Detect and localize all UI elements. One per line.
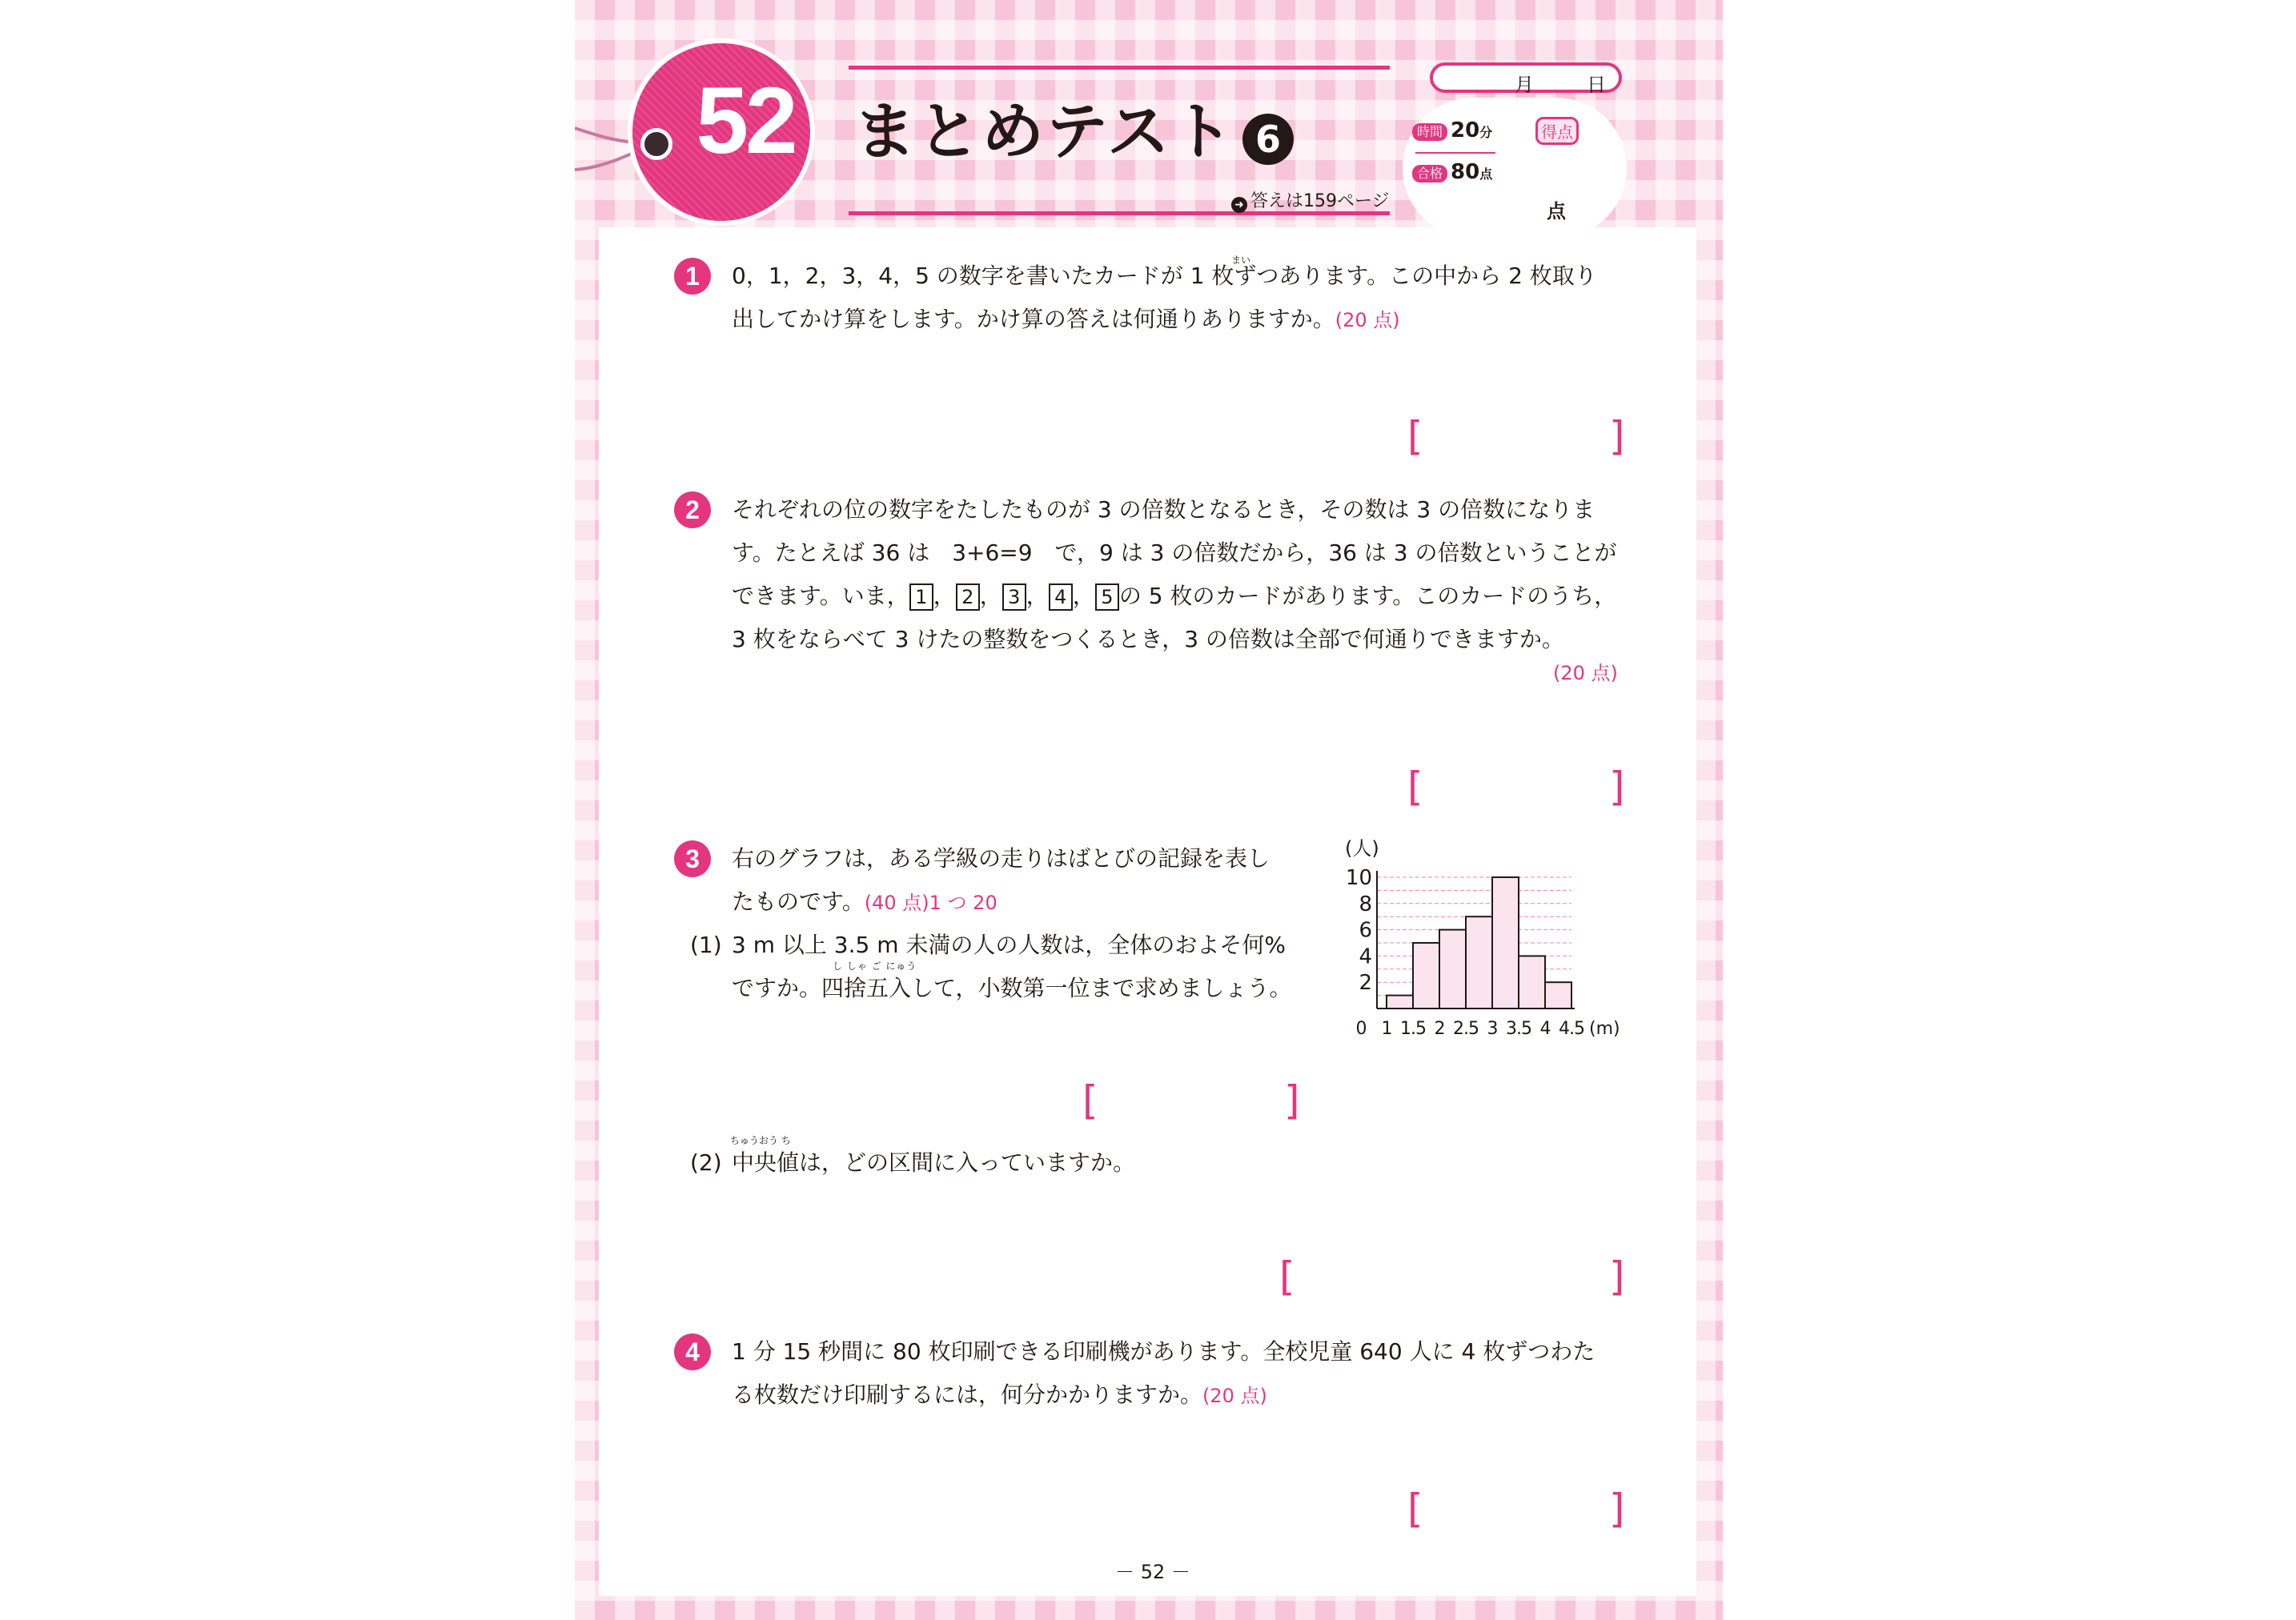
answer-2-close[interactable]: ]	[1609, 764, 1625, 810]
answer-1-close[interactable]: ]	[1609, 413, 1625, 459]
answer-2-open[interactable]: [	[1407, 764, 1423, 810]
card-3: 3	[1002, 583, 1026, 611]
page-number: － 52 －	[1115, 1561, 1190, 1583]
x-tick-label: 2.5	[1453, 1019, 1479, 1039]
pass-label: 合格	[1412, 165, 1447, 182]
histogram-bar	[1519, 956, 1545, 1008]
answer-1-open[interactable]: [	[1407, 413, 1423, 459]
arrow-right-icon: ➜	[1231, 197, 1247, 213]
answer-reference: ➜ 答えは159ページ	[1231, 187, 1390, 213]
histogram-bar	[1413, 943, 1439, 1008]
x-tick-label: 1	[1381, 1019, 1392, 1039]
question-3-sub-1-line-2: ですか。四捨五入して，小数第一位まで求めましょう。	[732, 975, 1292, 1001]
time-value: 20分	[1451, 118, 1493, 142]
question-4-line-1: 1 分 15 秒間に 80 枚印刷できる印刷機があります。全校児童 640 人に 4 枚ずつわた	[732, 1338, 1596, 1365]
x-tick-label: 3	[1487, 1019, 1498, 1039]
page-title: まとめテスト	[853, 96, 1235, 168]
pass-value: 80点	[1451, 160, 1493, 184]
question-2-line-3: できます。いま， 1 ， 2 ， 3 ， 4 ， 5 の 5 枚のカードがあります。このカードのうち，	[732, 583, 1617, 609]
answer-3-2-open[interactable]: [	[1279, 1253, 1295, 1300]
answer-3-2-close[interactable]: ]	[1609, 1253, 1625, 1300]
lesson-number: 52	[696, 68, 795, 174]
histogram-chart	[1337, 839, 1641, 1047]
card-4: 4	[1049, 583, 1073, 611]
question-2-number: 2	[674, 491, 711, 528]
ruby-chuuouchi: ちゅうおう ち	[730, 1135, 791, 1146]
histogram-bar	[1492, 877, 1519, 1008]
y-axis-label: (人)	[1345, 839, 1379, 860]
question-4-line-2: る枚数だけ印刷するには，何分かかりますか。(20 点)	[732, 1381, 1267, 1408]
title-rule-top	[849, 66, 1390, 70]
ruby-mai: まい	[1231, 255, 1251, 266]
question-3-line-2: たものです。(40 点)1 つ 20	[732, 888, 997, 915]
question-4-points: (20 点)	[1202, 1385, 1267, 1407]
question-1-line-1: 0，1，2，3，4，5 の数字を書いたカードが 1 枚ずつあります。この中から 2 枚取り	[732, 263, 1597, 289]
card-2: 2	[956, 583, 980, 611]
y-tick-label: 6	[1359, 918, 1372, 943]
tag-hole-icon	[640, 128, 672, 160]
y-tick-label: 2	[1359, 971, 1372, 996]
score-label: 得点	[1535, 117, 1579, 145]
score-unit: 点	[1547, 200, 1566, 223]
y-tick-label: 10	[1345, 866, 1372, 890]
card-5: 5	[1095, 583, 1119, 611]
x-tick-label: 4.5	[1559, 1019, 1584, 1039]
histogram-bar	[1466, 916, 1492, 1008]
question-2-line-2: す。たとえば 36 は 3+6=9 で，9 は 3 の倍数だから，36 は 3 の倍数ということが	[732, 539, 1617, 566]
answer-3-1-open[interactable]: [	[1082, 1077, 1098, 1124]
answer-3-1-close[interactable]: ]	[1284, 1077, 1300, 1124]
y-tick-label: 8	[1359, 892, 1372, 916]
question-4-number: 4	[674, 1333, 711, 1370]
question-2-points: (20 点)	[1553, 662, 1618, 684]
question-3-line-1: 右のグラフは，ある学級の走りはばとびの記録を表し	[732, 845, 1270, 872]
y-tick-label: 4	[1359, 944, 1372, 969]
x-axis-label: (m)	[1589, 1019, 1620, 1039]
x-tick-label: 3.5	[1506, 1019, 1531, 1039]
month-label: 月	[1515, 74, 1534, 96]
x-tick-label: 0	[1355, 1019, 1367, 1039]
question-2-line-1: それぞれの位の数字をたしたものが 3 の倍数となるとき，その数は 3 の倍数になりま	[732, 496, 1596, 523]
question-3-sub-2-line: 中央値は，どの区間に入っていますか。	[732, 1149, 1136, 1176]
question-3-number: 3	[674, 840, 711, 877]
question-2-line-4: 3 枚をならべて 3 けたの整数をつくるとき，3 の倍数は全部で何通りできますか。	[732, 626, 1564, 652]
x-tick-label: 2	[1434, 1019, 1445, 1039]
question-3-sub-2-label: (2)	[690, 1149, 722, 1176]
histogram-bar	[1387, 996, 1413, 1008]
card-1: 1	[909, 583, 933, 611]
question-1-points: (20 点)	[1335, 309, 1400, 331]
question-1-line-2: 出してかけ算をします。かけ算の答えは何通りありますか。(20 点)	[732, 306, 1400, 332]
x-tick-label: 4	[1539, 1019, 1551, 1039]
time-label: 時間	[1412, 123, 1447, 141]
question-3-sub-1-line-1: 3 m 以上 3.5 m 未満の人の人数は，全体のおよそ何%	[732, 932, 1286, 958]
answer-4-open[interactable]: [	[1407, 1486, 1423, 1532]
answer-4-close[interactable]: ]	[1609, 1486, 1625, 1532]
x-tick-label: 1.5	[1400, 1019, 1426, 1039]
divider	[1415, 152, 1495, 154]
title-number: 6	[1242, 114, 1294, 165]
ruby-shishagonyu: し しゃ ご にゅう	[833, 960, 917, 972]
date-field[interactable]	[1430, 62, 1622, 96]
day-label: 日	[1587, 74, 1606, 96]
histogram-bar	[1439, 930, 1466, 1008]
question-3-points: (40 点)1 つ 20	[864, 892, 997, 914]
question-1-number: 1	[674, 258, 711, 295]
histogram-bar	[1545, 982, 1571, 1008]
question-3-sub-1-label: (1)	[690, 932, 722, 958]
